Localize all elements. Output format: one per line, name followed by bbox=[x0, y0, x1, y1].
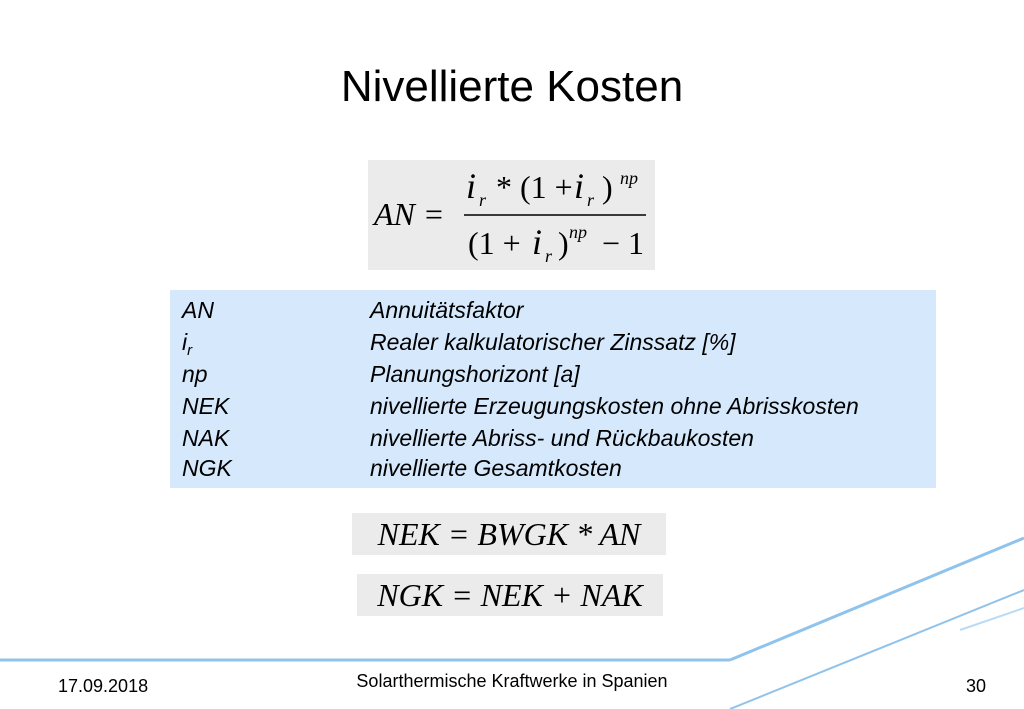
legend-abbr: NGK bbox=[182, 455, 232, 481]
numerator-i1: i bbox=[466, 166, 477, 206]
denominator-minus-one: − 1 bbox=[602, 225, 645, 261]
numerator-r1: r bbox=[479, 190, 487, 210]
footer-date: 17.09.2018 bbox=[58, 676, 149, 696]
numerator-exp: np bbox=[620, 168, 638, 188]
numerator-r2: r bbox=[587, 190, 595, 210]
numerator-close: ) bbox=[602, 169, 613, 205]
formula-lhs: AN = bbox=[374, 196, 445, 232]
numerator-i2: i bbox=[574, 166, 585, 206]
legend-abbr: NEK bbox=[182, 393, 230, 419]
footer-diagonal-1 bbox=[730, 538, 1024, 660]
page-number: 30 bbox=[966, 676, 987, 696]
nek-formula-text: NEK = BWGK * AN bbox=[377, 516, 641, 552]
legend-desc: nivellierte Abriss- und Rückbaukosten bbox=[370, 425, 754, 451]
denominator-r: r bbox=[545, 246, 553, 266]
ngk-formula-text: NGK = NEK + NAK bbox=[377, 577, 643, 613]
slide-title: Nivellierte Kosten bbox=[340, 62, 684, 111]
legend-desc: Annuitätsfaktor bbox=[370, 297, 524, 323]
denominator-close: ) bbox=[558, 225, 569, 261]
denominator-i: i bbox=[532, 222, 543, 262]
denominator-open: (1 + bbox=[468, 225, 521, 261]
legend-abbr: NAK bbox=[182, 425, 230, 451]
legend-abbr: np bbox=[182, 361, 208, 387]
footer-title: Solarthermische Kraftwerke in Spanien bbox=[356, 671, 668, 691]
legend-desc: nivellierte Erzeugungskosten ohne Abrisskosten bbox=[370, 393, 859, 419]
legend-desc: Realer kalkulatorischer Zinssatz [%] bbox=[370, 329, 736, 355]
legend-abbr: $i_r$ bbox=[182, 329, 193, 359]
legend-desc: nivellierte Gesamtkosten bbox=[370, 455, 622, 481]
legend-desc: Planungshorizont [a] bbox=[370, 361, 580, 387]
legend-abbr: AN bbox=[182, 297, 214, 323]
denominator-exp: np bbox=[569, 222, 587, 242]
numerator-mid: * (1 + bbox=[496, 169, 573, 205]
